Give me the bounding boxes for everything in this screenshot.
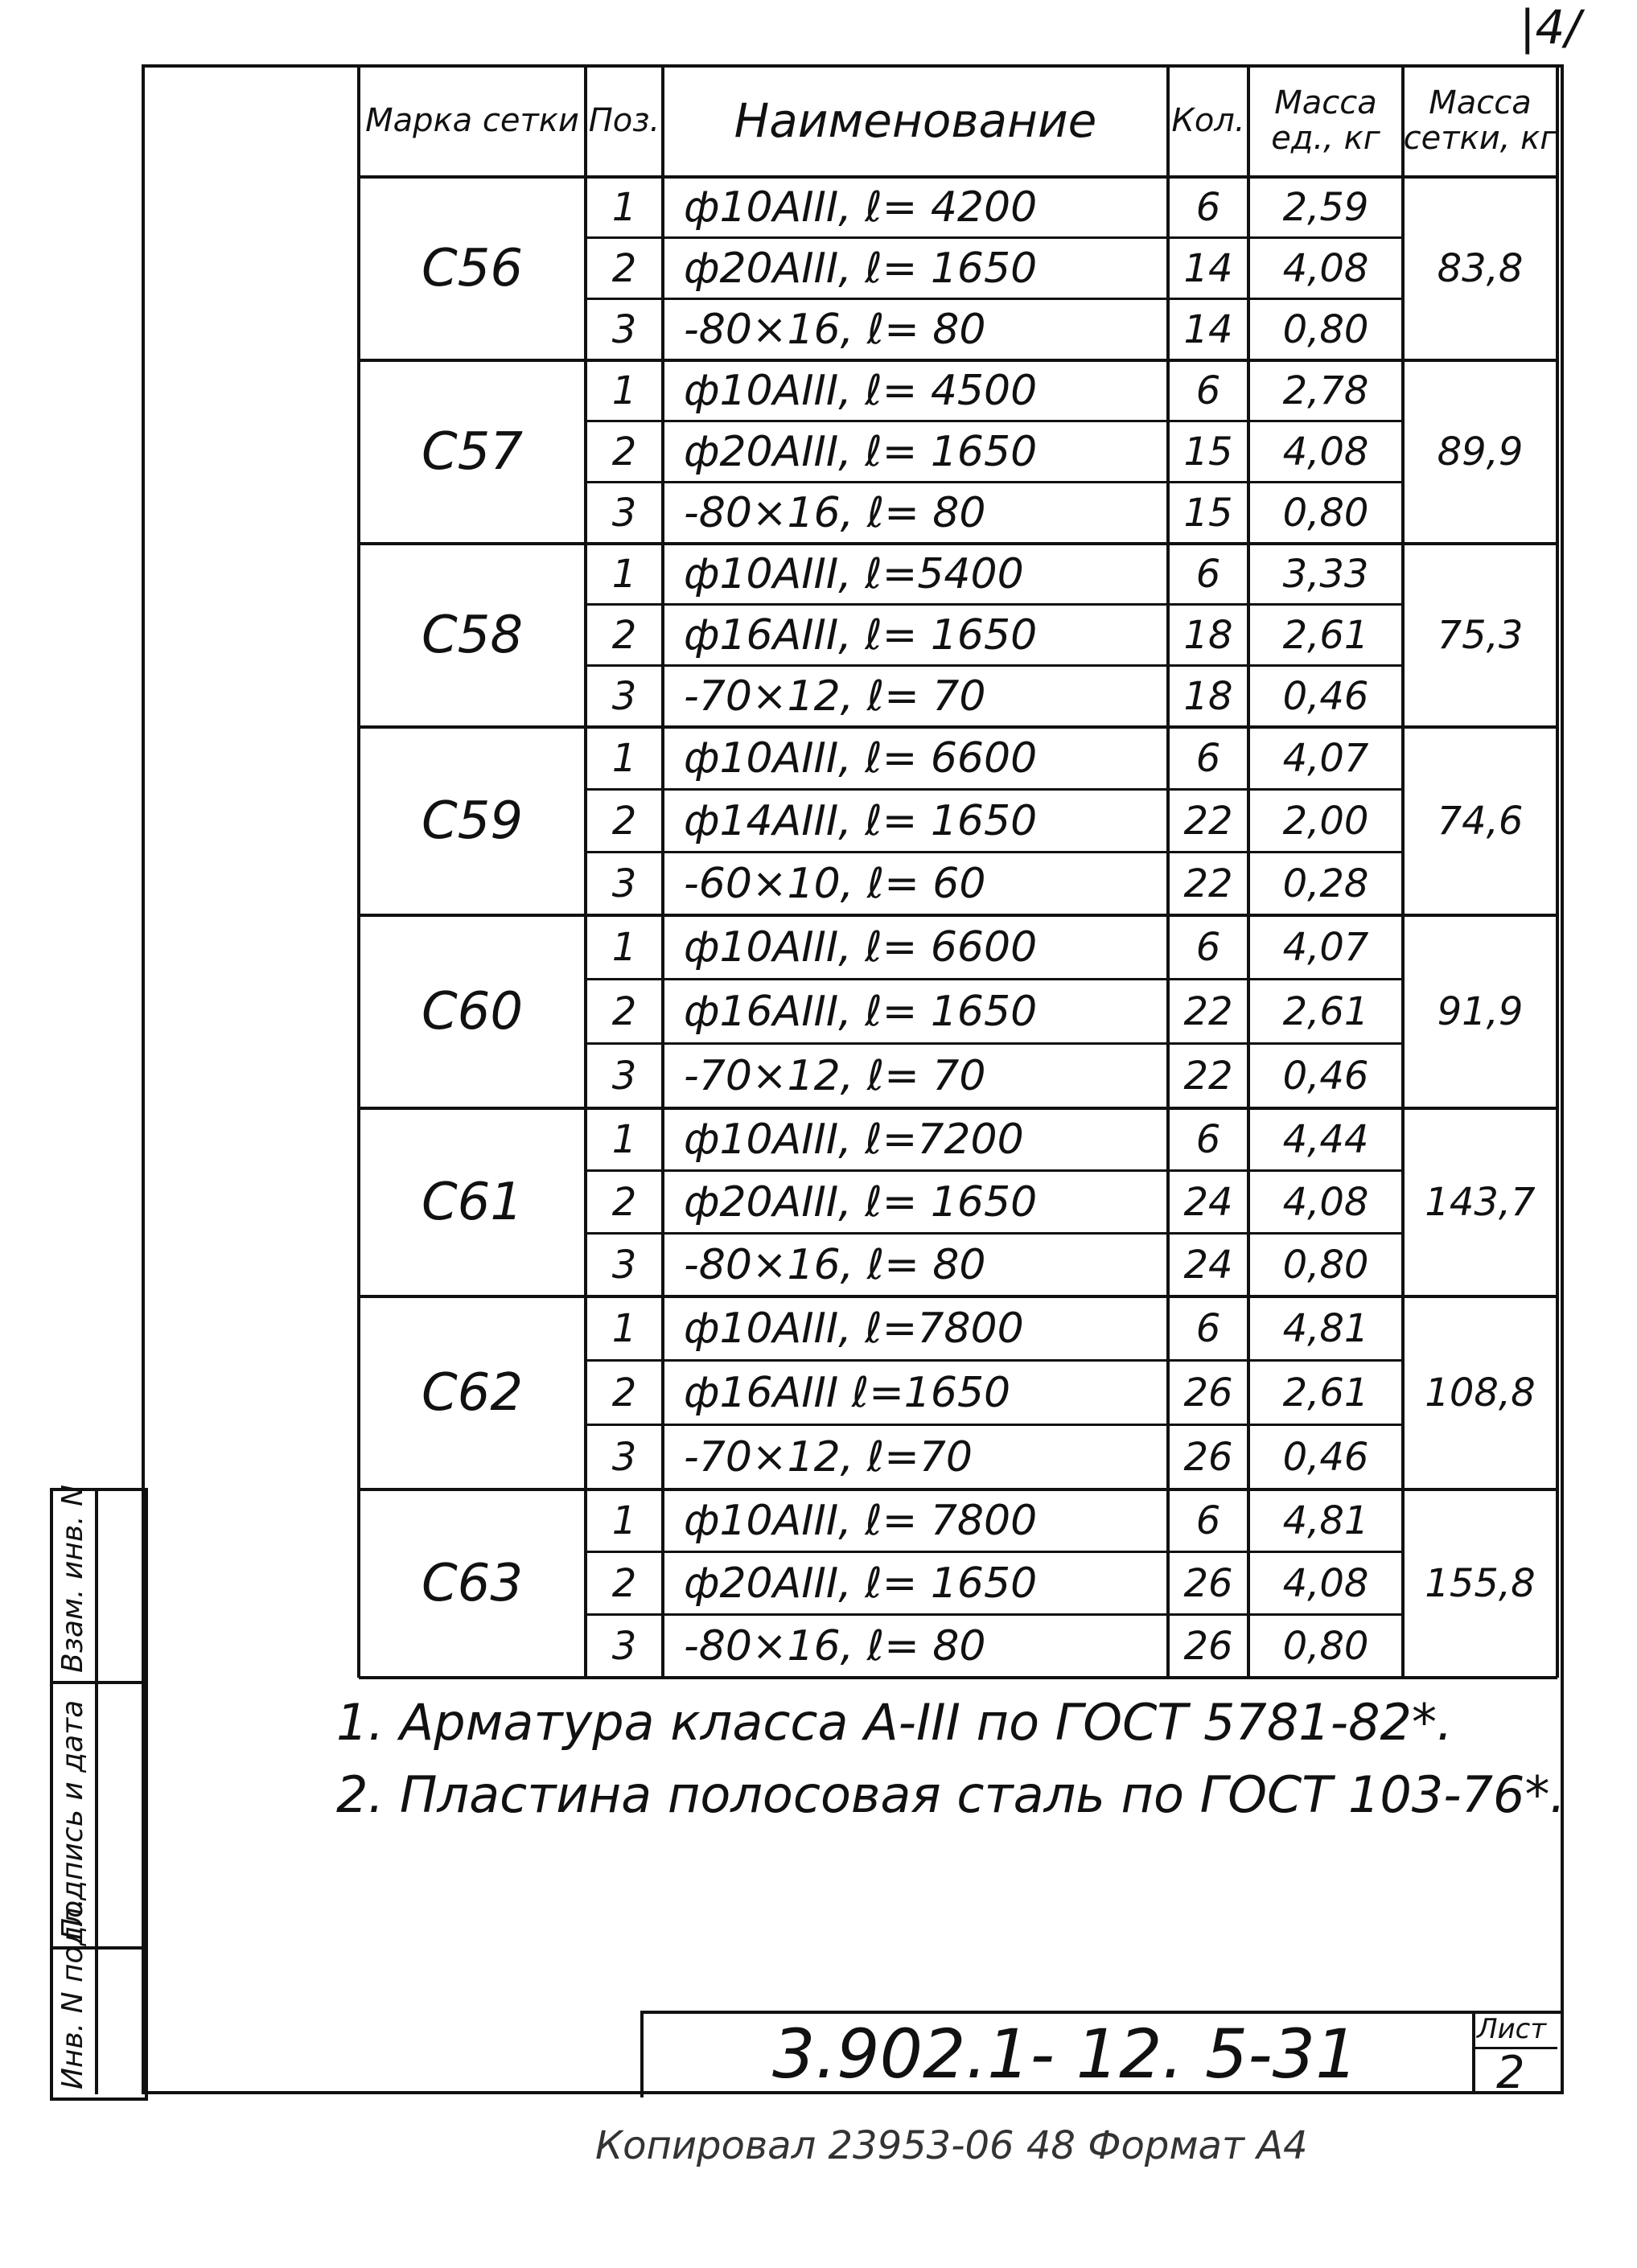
position-number: 1 [611, 552, 637, 597]
mesh-mark: С57 [421, 422, 524, 482]
position-number: 2 [611, 1561, 637, 1606]
position-number: 3 [611, 1243, 637, 1288]
item-unit-mass: 4,81 [1282, 1306, 1369, 1351]
position-number: 1 [611, 925, 637, 970]
item-quantity: 15 [1183, 491, 1233, 536]
item-name: ф20АIII, ℓ= 1650 [684, 1178, 1038, 1226]
header-qty: Кол. [1171, 102, 1245, 139]
item-quantity: 26 [1183, 1624, 1233, 1669]
header-unit-mass: Масса ед., кг [1271, 84, 1380, 157]
item-unit-mass: 3,33 [1282, 552, 1369, 597]
item-unit-mass: 4,08 [1282, 1561, 1369, 1606]
position-number: 3 [611, 674, 637, 719]
item-unit-mass: 0,46 [1282, 674, 1369, 719]
item-unit-mass: 0,80 [1282, 307, 1369, 352]
item-quantity: 22 [1183, 799, 1233, 844]
item-unit-mass: 2,61 [1282, 989, 1369, 1034]
item-unit-mass: 2,59 [1282, 185, 1369, 230]
mesh-mass: 108,8 [1425, 1370, 1536, 1415]
item-name: -80×16, ℓ= 80 [684, 489, 986, 537]
item-unit-mass: 0,46 [1282, 1054, 1369, 1099]
item-name: ф10АIII, ℓ=5400 [684, 550, 1024, 598]
item-name: ф10АIII, ℓ= 7800 [684, 1497, 1038, 1545]
item-name: ф20АIII, ℓ= 1650 [684, 244, 1038, 293]
mesh-mass: 75,3 [1437, 613, 1524, 658]
side-stamp-divider-1 [50, 1681, 145, 1684]
item-unit-mass: 4,08 [1282, 429, 1369, 475]
item-quantity: 26 [1183, 1561, 1233, 1606]
side-stamp-divider-vertical [95, 1488, 98, 2094]
title-block-sheet-divider [1472, 2011, 1475, 2094]
item-quantity: 26 [1183, 1370, 1233, 1415]
mesh-mass: 155,8 [1425, 1561, 1536, 1606]
sheet-label: Лист [1477, 2013, 1547, 2045]
item-unit-mass: 0,80 [1282, 491, 1369, 536]
mesh-mark: С56 [421, 239, 524, 298]
item-quantity: 14 [1183, 246, 1233, 291]
position-number: 2 [611, 613, 637, 658]
item-quantity: 6 [1195, 925, 1221, 970]
item-unit-mass: 4,08 [1282, 1180, 1369, 1225]
position-number: 3 [611, 1054, 637, 1099]
item-unit-mass: 0,28 [1282, 861, 1369, 906]
position-number: 1 [611, 736, 637, 781]
position-number: 2 [611, 989, 637, 1034]
mesh-mass: 74,6 [1437, 799, 1524, 844]
item-quantity: 24 [1183, 1180, 1233, 1225]
mesh-mass: 143,7 [1425, 1180, 1536, 1225]
position-number: 3 [611, 1435, 637, 1480]
mesh-mass: 83,8 [1437, 246, 1524, 291]
position-number: 1 [611, 1117, 637, 1162]
item-name: -80×16, ℓ= 80 [684, 1622, 986, 1670]
position-number: 3 [611, 307, 637, 352]
item-name: ф10АIII, ℓ=7200 [684, 1116, 1024, 1164]
side-label-replace: Взам. инв. N [56, 1485, 89, 1673]
item-name: -80×16, ℓ= 80 [684, 1241, 986, 1289]
mesh-mass: 89,9 [1437, 429, 1524, 475]
item-name: ф16АIII, ℓ= 1650 [684, 988, 1038, 1036]
item-name: ф10АIII, ℓ= 4200 [684, 183, 1038, 232]
position-number: 3 [611, 1624, 637, 1669]
item-unit-mass: 0,80 [1282, 1243, 1369, 1288]
position-number: 3 [611, 861, 637, 906]
item-name: -70×12, ℓ= 70 [684, 672, 986, 721]
item-unit-mass: 4,07 [1282, 925, 1369, 970]
item-name: ф20АIII, ℓ= 1650 [684, 1559, 1038, 1608]
page-corner-number: |4/ [1520, 0, 1581, 55]
item-unit-mass: 2,61 [1282, 613, 1369, 658]
position-number: 1 [611, 1498, 637, 1543]
side-label-signature: Подпись и дата [56, 1699, 89, 1940]
item-name: ф20АIII, ℓ= 1650 [684, 428, 1038, 476]
item-name: -70×12, ℓ=70 [684, 1433, 973, 1481]
position-number: 1 [611, 1306, 637, 1351]
item-name: ф10АIII, ℓ= 6600 [684, 923, 1038, 972]
mesh-mark: С59 [421, 791, 524, 851]
position-number: 1 [611, 185, 637, 230]
mesh-mark: С58 [421, 606, 524, 665]
item-name: ф16АIII ℓ=1650 [684, 1369, 1011, 1417]
item-quantity: 6 [1195, 1306, 1221, 1351]
header-mark: Марка сетки [365, 102, 579, 139]
item-name: -60×10, ℓ= 60 [684, 860, 986, 908]
item-unit-mass: 2,61 [1282, 1370, 1369, 1415]
note-2: 2. Пластина полосовая сталь по ГОСТ 103-76*. [336, 1765, 1566, 1824]
item-name: -80×16, ℓ= 80 [684, 306, 986, 354]
item-quantity: 18 [1183, 613, 1233, 658]
item-quantity: 15 [1183, 429, 1233, 475]
item-quantity: 24 [1183, 1243, 1233, 1288]
table-group-line [359, 1676, 1557, 1679]
item-quantity: 22 [1183, 989, 1233, 1034]
item-name: ф10АIII, ℓ=7800 [684, 1305, 1024, 1353]
item-unit-mass: 4,81 [1282, 1498, 1369, 1543]
position-number: 1 [611, 368, 637, 413]
item-quantity: 22 [1183, 1054, 1233, 1099]
item-quantity: 6 [1195, 1498, 1221, 1543]
mesh-mark: С60 [421, 982, 524, 1042]
item-quantity: 18 [1183, 674, 1233, 719]
item-quantity: 6 [1195, 185, 1221, 230]
item-unit-mass: 2,78 [1282, 368, 1369, 413]
mesh-mark: С63 [421, 1554, 524, 1613]
item-unit-mass: 4,07 [1282, 736, 1369, 781]
item-quantity: 26 [1183, 1435, 1233, 1480]
position-number: 2 [611, 799, 637, 844]
document-code: 3.902.1- 12. 5-31 [772, 2015, 1359, 2093]
header-pos: Поз. [588, 102, 660, 139]
item-unit-mass: 2,00 [1282, 799, 1369, 844]
item-name: ф16АIII, ℓ= 1650 [684, 611, 1038, 659]
header-name: Наименование [734, 93, 1097, 148]
note-1: 1. Арматура класса А-III по ГОСТ 5781-82*. [336, 1693, 1453, 1752]
item-unit-mass: 4,44 [1282, 1117, 1369, 1162]
item-name: -70×12, ℓ= 70 [684, 1052, 986, 1100]
item-name: ф10АIII, ℓ= 6600 [684, 734, 1038, 783]
side-label-inv: Инв. N подл. [56, 1898, 89, 2089]
position-number: 3 [611, 491, 637, 536]
item-quantity: 22 [1183, 861, 1233, 906]
mesh-mark: С62 [421, 1363, 524, 1423]
position-number: 2 [611, 1180, 637, 1225]
item-unit-mass: 0,80 [1282, 1624, 1369, 1669]
mesh-mark: С61 [421, 1173, 524, 1232]
specification-table [359, 64, 1557, 1670]
item-quantity: 6 [1195, 736, 1221, 781]
item-quantity: 6 [1195, 552, 1221, 597]
item-name: ф14АIII, ℓ= 1650 [684, 797, 1038, 845]
item-unit-mass: 4,08 [1282, 246, 1369, 291]
footer-text: Копировал 23953-06 48 Формат А4 [595, 2123, 1308, 2168]
position-number: 2 [611, 429, 637, 475]
item-quantity: 6 [1195, 368, 1221, 413]
item-quantity: 14 [1183, 307, 1233, 352]
item-quantity: 6 [1195, 1117, 1221, 1162]
item-unit-mass: 0,46 [1282, 1435, 1369, 1480]
position-number: 2 [611, 1370, 637, 1415]
mesh-mass: 91,9 [1437, 989, 1524, 1034]
item-name: ф10АIII, ℓ= 4500 [684, 367, 1038, 415]
position-number: 2 [611, 246, 637, 291]
header-mesh-mass: Масса сетки, кг [1403, 84, 1557, 157]
sheet-number: 2 [1496, 2047, 1525, 2099]
